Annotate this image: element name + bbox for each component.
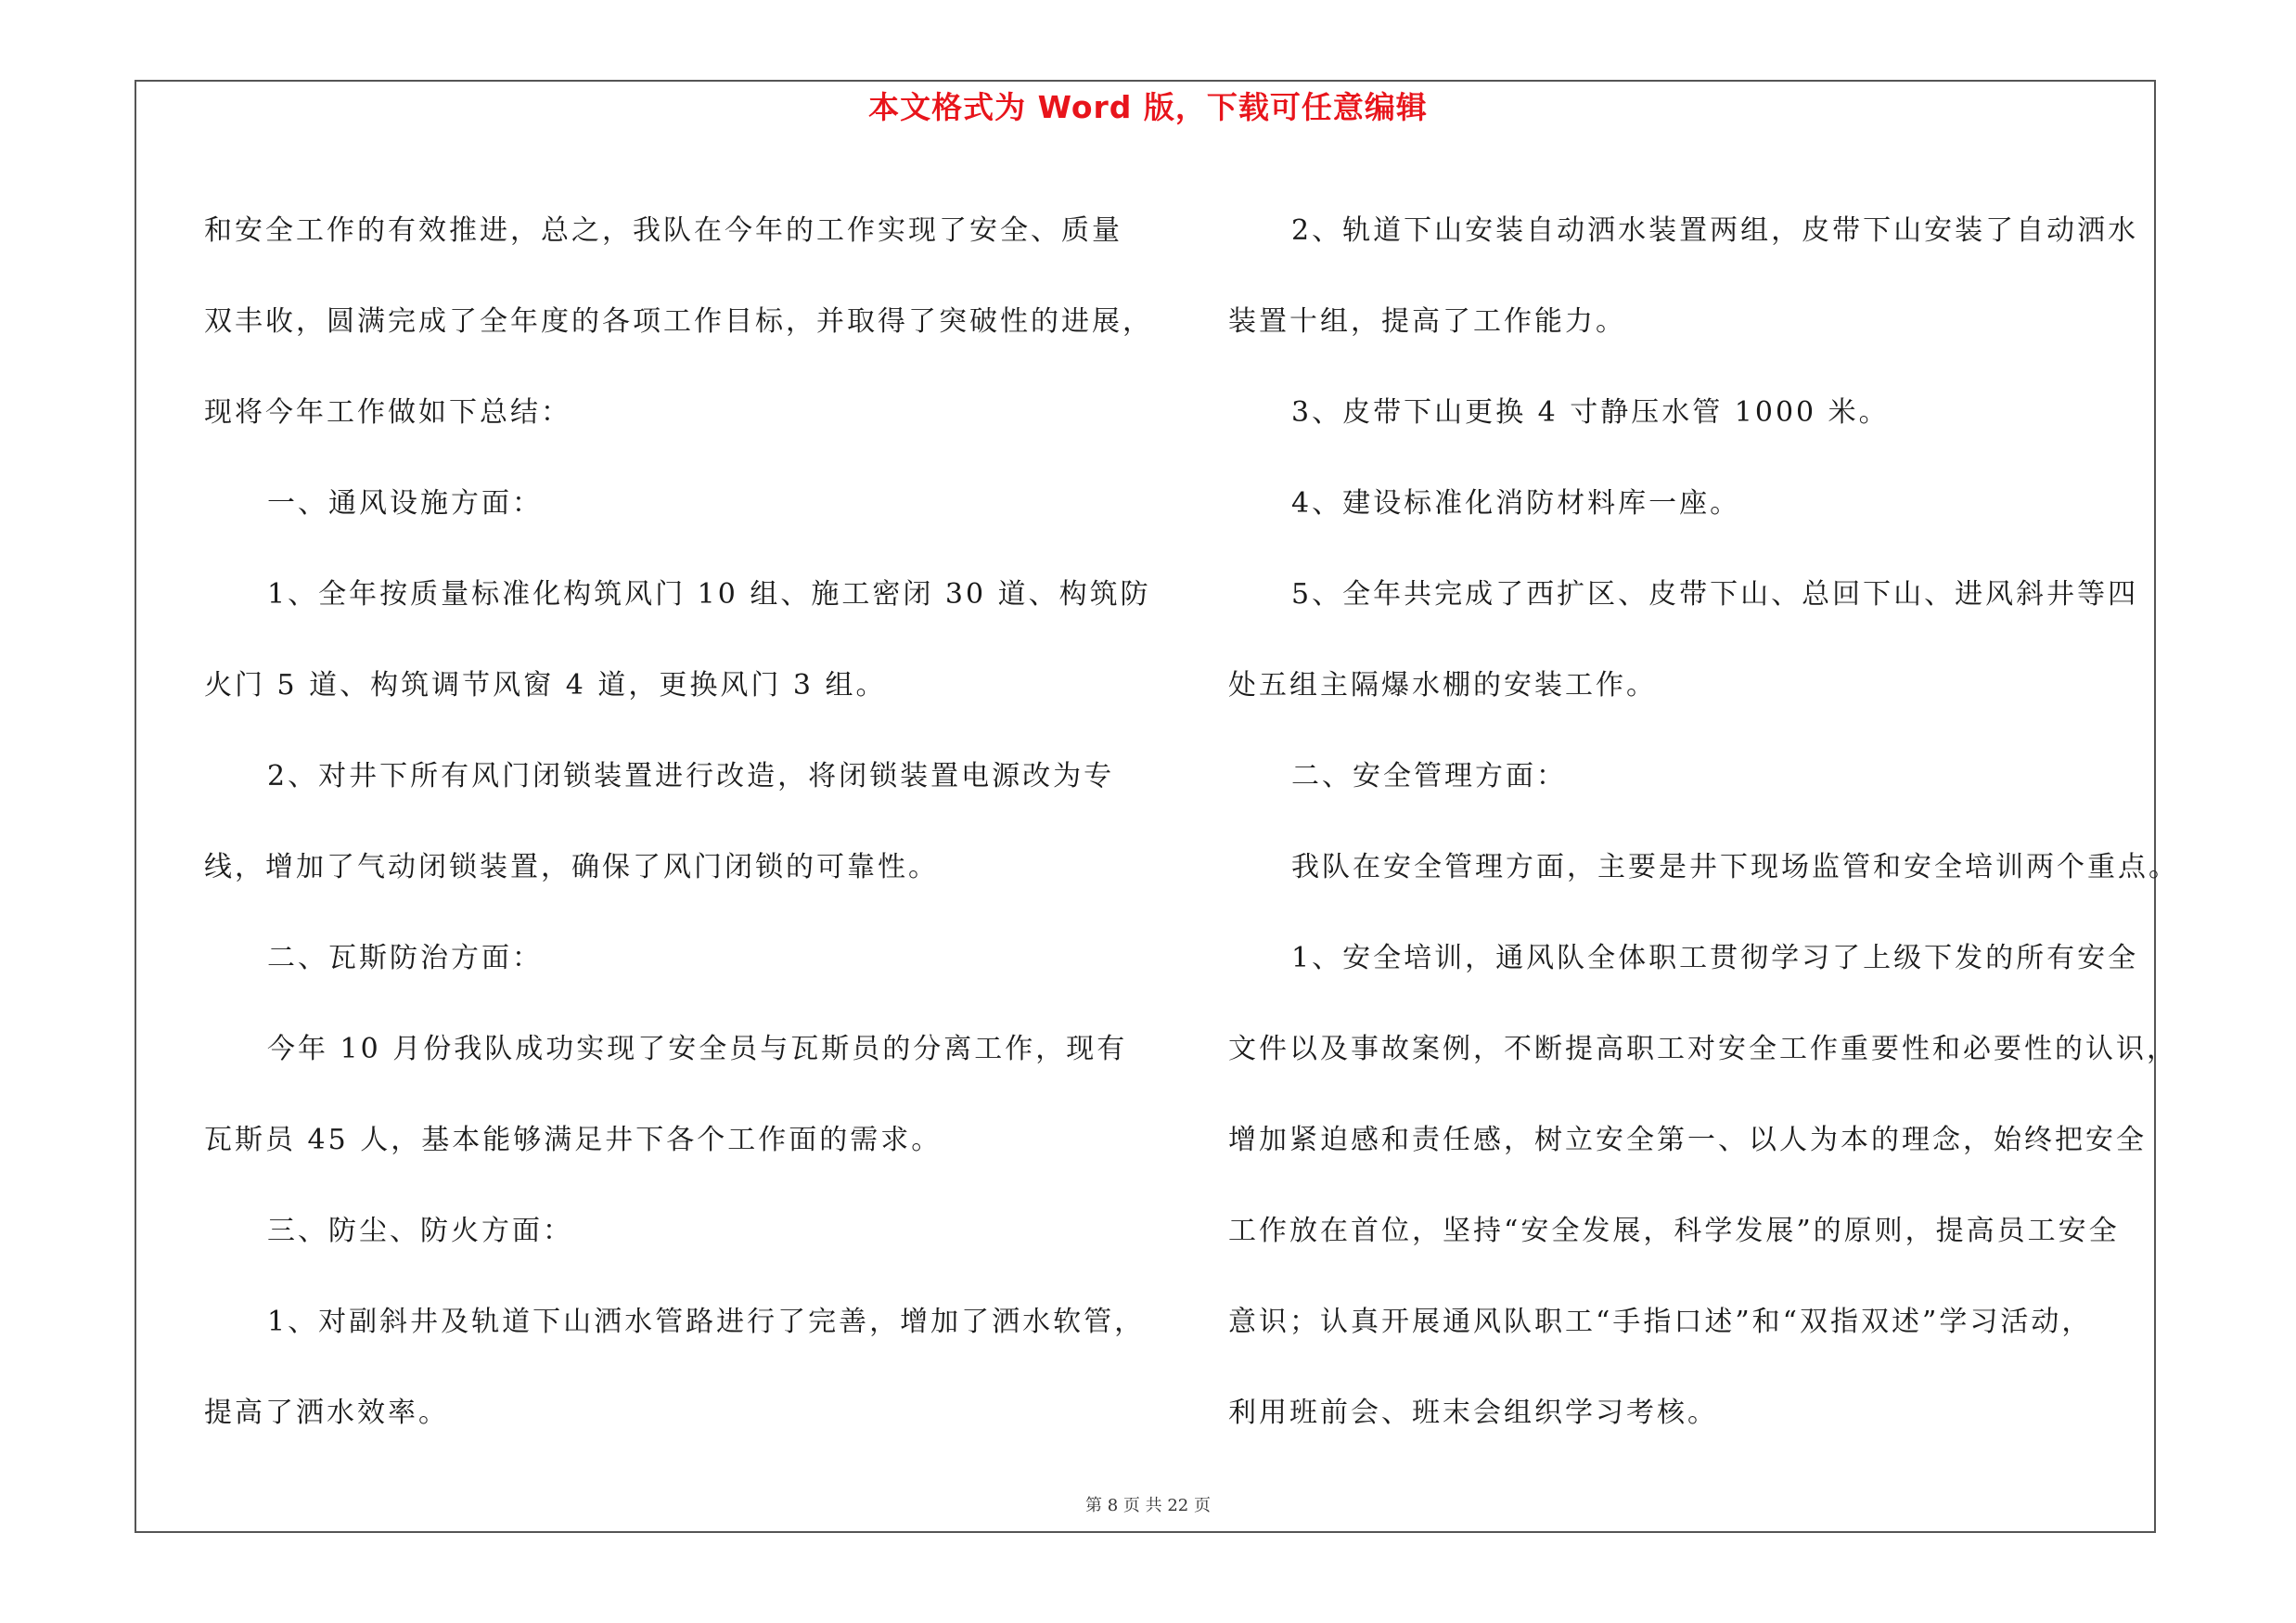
section-heading: 三、防尘、防火方面： xyxy=(267,1215,573,1247)
paragraph-line: 5、全年共完成了西扩区、皮带下山、总回下山、进风斜井等四 xyxy=(1291,578,2139,611)
section-heading: 二、安全管理方面： xyxy=(1291,760,1567,792)
right-column xyxy=(1228,186,2179,1459)
paragraph-line: 文件以及事故案例，不断提高职工对安全工作重要性和必要性的认识， xyxy=(1228,1033,2177,1065)
paragraph-line: 1、对副斜井及轨道下山洒水管路进行了完善，增加了洒水软管， xyxy=(267,1306,1146,1338)
paragraph-line: 提高了洒水效率。 xyxy=(204,1397,449,1429)
left-column xyxy=(204,186,1153,1459)
paragraph-line: 增加紧迫感和责任感，树立安全第一、以人为本的理念，始终把安全 xyxy=(1228,1124,2147,1156)
paragraph-line: 1、全年按质量标准化构筑风门 10 组、施工密闭 30 道、构筑防 xyxy=(267,578,1151,611)
section-heading: 一、通风设施方面： xyxy=(267,487,543,520)
header-banner: 本文格式为 Word 版，下载可任意编辑 xyxy=(868,89,1428,125)
paragraph-line: 双丰收，圆满完成了全年度的各项工作目标，并取得了突破性的进展， xyxy=(204,305,1153,338)
paragraph-line: 装置十组，提高了工作能力。 xyxy=(1228,305,1626,338)
paragraph-line: 利用班前会、班末会组织学习考核。 xyxy=(1228,1397,1718,1429)
paragraph-line: 1、安全培训，通风队全体职工贯彻学习了上级下发的所有安全 xyxy=(1291,942,2139,974)
paragraph-line: 意识；认真开展通风队职工“手指口述”和“双指双述”学习活动， xyxy=(1228,1306,2093,1338)
paragraph-line: 2、轨道下山安装自动洒水装置两组，皮带下山安装了自动洒水 xyxy=(1291,214,2139,247)
page-number-footer: 第 8 页 共 22 页 xyxy=(1085,1496,1211,1515)
paragraph-line: 今年 10 月份我队成功实现了安全员与瓦斯员的分离工作，现有 xyxy=(267,1033,1128,1065)
paragraph-line: 和安全工作的有效推进，总之，我队在今年的工作实现了安全、质量 xyxy=(204,214,1122,247)
section-heading: 二、瓦斯防治方面： xyxy=(267,942,543,974)
paragraph-line: 瓦斯员 45 人，基本能够满足井下各个工作面的需求。 xyxy=(204,1124,943,1156)
paragraph-line: 处五组主隔爆水棚的安装工作。 xyxy=(1228,669,1657,702)
paragraph-line: 我队在安全管理方面，主要是井下现场监管和安全培训两个重点。 xyxy=(1291,851,2179,883)
paragraph-line: 火门 5 道、构筑调节风窗 4 道，更换风门 3 组。 xyxy=(204,669,887,702)
paragraph-line: 线，增加了气动闭锁装置，确保了风门闭锁的可靠性。 xyxy=(204,851,939,883)
paragraph-line: 现将今年工作做如下总结： xyxy=(204,396,571,429)
paragraph-line: 2、对井下所有风门闭锁装置进行改造，将闭锁装置电源改为专 xyxy=(267,760,1115,792)
paragraph-line: 3、皮带下山更换 4 寸静压水管 1000 米。 xyxy=(1291,396,1890,429)
paragraph-line: 4、建设标准化消防材料库一座。 xyxy=(1291,487,1741,520)
paragraph-line: 工作放在首位，坚持“安全发展，科学发展”的原则，提高员工安全 xyxy=(1228,1215,2120,1247)
